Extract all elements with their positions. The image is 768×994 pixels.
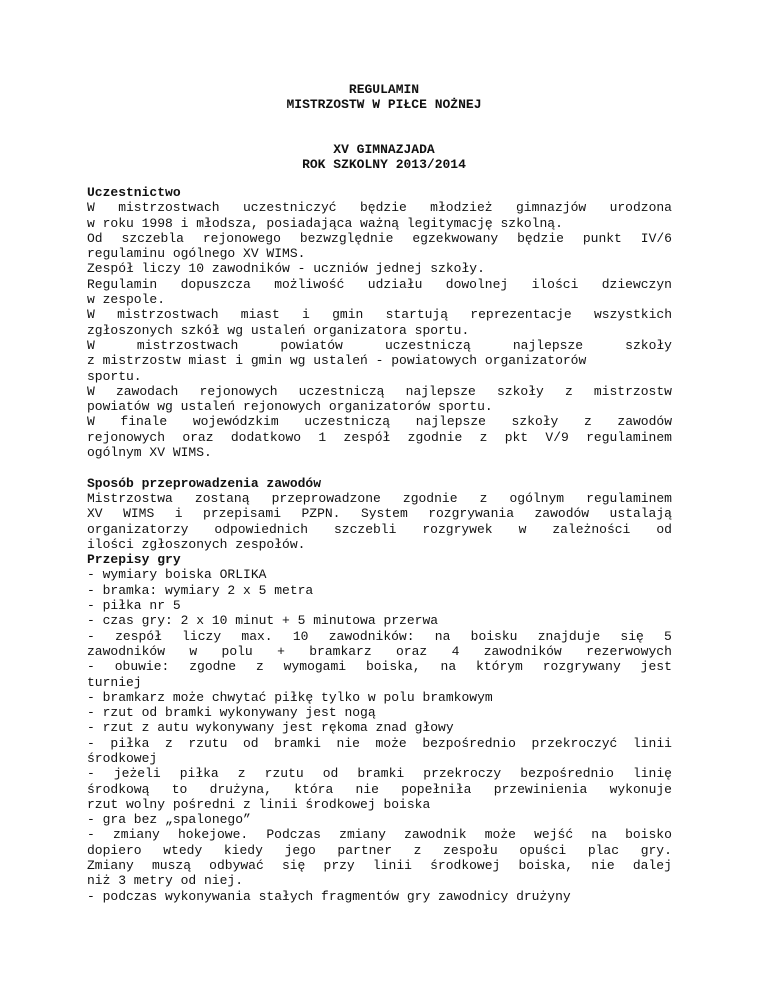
text-line: ilości zgłoszonych zespołów. (87, 536, 306, 552)
text-line: w roku 1998 i młodsza, posiadająca ważną legitymację szkolną. (87, 215, 563, 231)
section-heading-participation: Uczestnictwo (87, 185, 181, 200)
text-line: rejonowych oraz dodatkowo 1 zespół zgodnie z pkt V/9 regulaminem (87, 429, 672, 445)
text-line: niż 3 metry od niej. (87, 873, 244, 889)
text-line: W finale wojewódzkim uczestniczą najlepsze szkoły z zawodów (87, 414, 672, 430)
text-line: - obuwie: zgodne z wymogami boiska, na którym rozgrywany jest (87, 659, 672, 675)
text-line: dopiero wtedy kiedy jego partner z zespołu opuści plac gry. (87, 842, 672, 858)
text-line: XV WIMS i przepisami PZPN. System rozgrywania zawodów ustalają (87, 506, 672, 522)
text-line: powiatów wg ustaleń rejonowych organizatorów sportu. (87, 399, 493, 415)
text-line: W mistrzostwach uczestniczyć będzie młodzież gimnazjów urodzona (87, 200, 672, 216)
text-line: Regulamin dopuszcza możliwość udziału dowolnej ilości dziewczyn (87, 276, 672, 292)
text-line: - bramka: wymiary 2 x 5 metra (87, 582, 314, 598)
text-line: rzut wolny pośredni z linii środkowej boiska (87, 796, 431, 812)
text-line: turniej (87, 674, 142, 690)
text-line: Zmiany muszą odbywać się przy linii środkowej boiska, nie dalej (87, 858, 672, 874)
text-line: - czas gry: 2 x 10 minut + 5 minutowa przerwa (87, 613, 439, 629)
title-line: MISTRZOSTW W PIŁCE NOŻNEJ (286, 97, 482, 113)
text-line: zawodników w polu + bramkarz oraz 4 zawodników rezerwowych (87, 643, 672, 659)
text-line: zgłoszonych szkół wg ustaleń organizatora sportu. (87, 322, 470, 338)
text-line: W mistrzostwach miast i gmin startują reprezentacje wszystkich (87, 307, 672, 323)
text-line: W mistrzostwach powiatów uczestniczą najlepsze szkoły (87, 337, 672, 353)
text-line: - wymiary boiska ORLIKA (87, 567, 267, 583)
text-line: ogólnym XV WIMS. (87, 445, 212, 461)
text-line: - jeżeli piłka z rzutu od bramki przekroczy bezpośrednio linię (87, 766, 672, 782)
text-line: - podczas wykonywania stałych fragmentów gry zawodnicy drużyny (87, 888, 571, 904)
section-participation-text (87, 200, 672, 460)
text-line: organizatorzy odpowiednich szczebli rozgrywek w zależności od (87, 521, 672, 537)
text-line: - zmiany hokejowe. Podczas zmiany zawodnik może wejść na boisko (87, 827, 672, 843)
title-line: REGULAMIN (348, 82, 420, 97)
document-title (0, 82, 768, 113)
text-line: sportu. (87, 368, 142, 384)
section-rules-text (87, 567, 672, 904)
paragraph-gap (87, 460, 672, 475)
text-line: środkową to drużyna, która nie popełniła przewinienia wykonuje (87, 781, 672, 797)
subtitle-line: XV GIMNAZJADA (333, 142, 435, 157)
text-line: W zawodach rejonowych uczestniczą najlepsze szkoły z mistrzostw (87, 383, 672, 399)
text-line: z mistrzostw miast i gmin wg ustaleń - powiatowych organizatorów (87, 353, 587, 369)
text-line: w zespole. (87, 292, 166, 308)
text-line: Od szczebla rejonowego bezwzględnie egzekwowany będzie punkt IV/6 (87, 230, 672, 246)
text-line: - gra bez „spalonego” (87, 812, 251, 828)
text-line: - zespół liczy max. 10 zawodników: na boisku znajduje się 5 (87, 628, 672, 644)
document-subtitle (0, 142, 768, 173)
section-heading-rules: Przepisy gry (87, 552, 181, 568)
text-line: środkowej (87, 750, 158, 766)
text-line: - rzut z autu wykonywany jest rękoma znad głowy (87, 720, 454, 736)
section-heading-procedure: Sposób przeprowadzenia zawodów (87, 475, 322, 491)
document-body (87, 185, 672, 904)
text-line: - piłka nr 5 (87, 598, 181, 614)
text-line: - bramkarz może chwytać piłkę tylko w polu bramkowym (87, 689, 493, 705)
text-line: regulaminu ogólnego XV WIMS. (87, 246, 306, 262)
text-line: Mistrzostwa zostaną przeprowadzone zgodnie z ogólnym regulaminem (87, 490, 672, 506)
text-line: - rzut od bramki wykonywany jest nogą (87, 705, 376, 721)
subtitle-line: ROK SZKOLNY 2013/2014 (302, 157, 466, 173)
text-line: - piłka z rzutu od bramki nie może bezpośrednio przekroczyć linii (87, 735, 672, 751)
text-line: Zespół liczy 10 zawodników - uczniów jednej szkoły. (87, 261, 485, 277)
section-procedure-text (87, 491, 672, 552)
